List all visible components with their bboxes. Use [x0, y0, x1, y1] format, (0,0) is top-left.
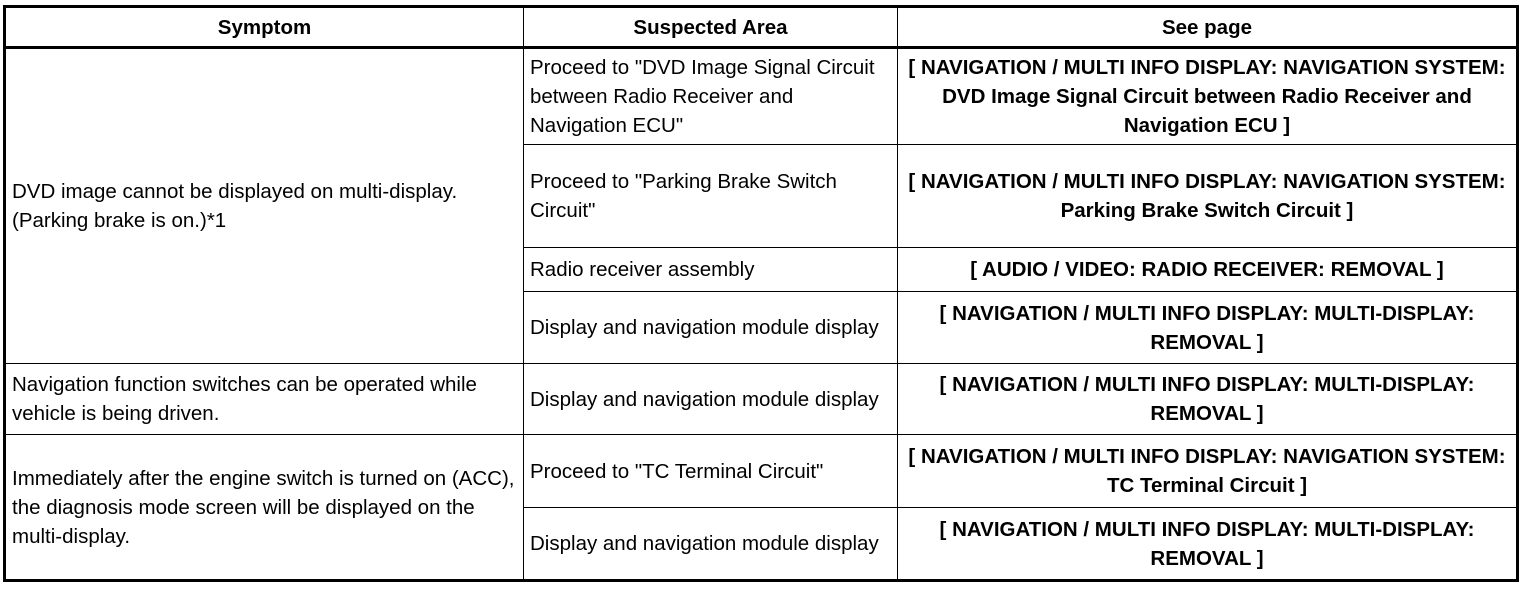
symptom-cell: Navigation function switches can be operated while vehicle is being driven. [5, 364, 524, 435]
see-page-cell: [ AUDIO / VIDEO: RADIO RECEIVER: REMOVAL ] [898, 248, 1518, 292]
header-symptom: Symptom [5, 7, 524, 48]
suspected-area-cell: Proceed to "Parking Brake Switch Circuit" [524, 145, 898, 248]
header-see-page: See page [898, 7, 1518, 48]
symptom-cell: Immediately after the engine switch is turned on (ACC), the diagnosis mode screen will be displayed on the multi-display. [5, 435, 524, 581]
suspected-area-cell: Proceed to "TC Terminal Circuit" [524, 435, 898, 508]
symptom-table [3, 5, 1519, 582]
suspected-area-cell: Radio receiver assembly [524, 248, 898, 292]
see-page-cell: [ NAVIGATION / MULTI INFO DISPLAY: MULTI-DISPLAY: REMOVAL ] [898, 508, 1518, 581]
table-header-row [5, 7, 1518, 48]
suspected-area-cell: Proceed to "DVD Image Signal Circuit between Radio Receiver and Navigation ECU" [524, 48, 898, 145]
header-suspected-area: Suspected Area [524, 7, 898, 48]
suspected-area-cell: Display and navigation module display [524, 292, 898, 364]
table-row [5, 48, 1518, 145]
see-page-cell: [ NAVIGATION / MULTI INFO DISPLAY: MULTI-DISPLAY: REMOVAL ] [898, 364, 1518, 435]
see-page-cell: [ NAVIGATION / MULTI INFO DISPLAY: MULTI-DISPLAY: REMOVAL ] [898, 292, 1518, 364]
symptom-cell: DVD image cannot be displayed on multi-display. (Parking brake is on.)*1 [5, 48, 524, 364]
suspected-area-cell: Display and navigation module display [524, 364, 898, 435]
see-page-cell: [ NAVIGATION / MULTI INFO DISPLAY: NAVIGATION SYSTEM: Parking Brake Switch Circuit ] [898, 145, 1518, 248]
see-page-cell: [ NAVIGATION / MULTI INFO DISPLAY: NAVIGATION SYSTEM: TC Terminal Circuit ] [898, 435, 1518, 508]
table-row [5, 435, 1518, 508]
suspected-area-cell: Display and navigation module display [524, 508, 898, 581]
see-page-cell: [ NAVIGATION / MULTI INFO DISPLAY: NAVIGATION SYSTEM: DVD Image Signal Circuit between Radio Receiver and Navigation ECU ] [898, 48, 1518, 145]
table-row [5, 364, 1518, 435]
